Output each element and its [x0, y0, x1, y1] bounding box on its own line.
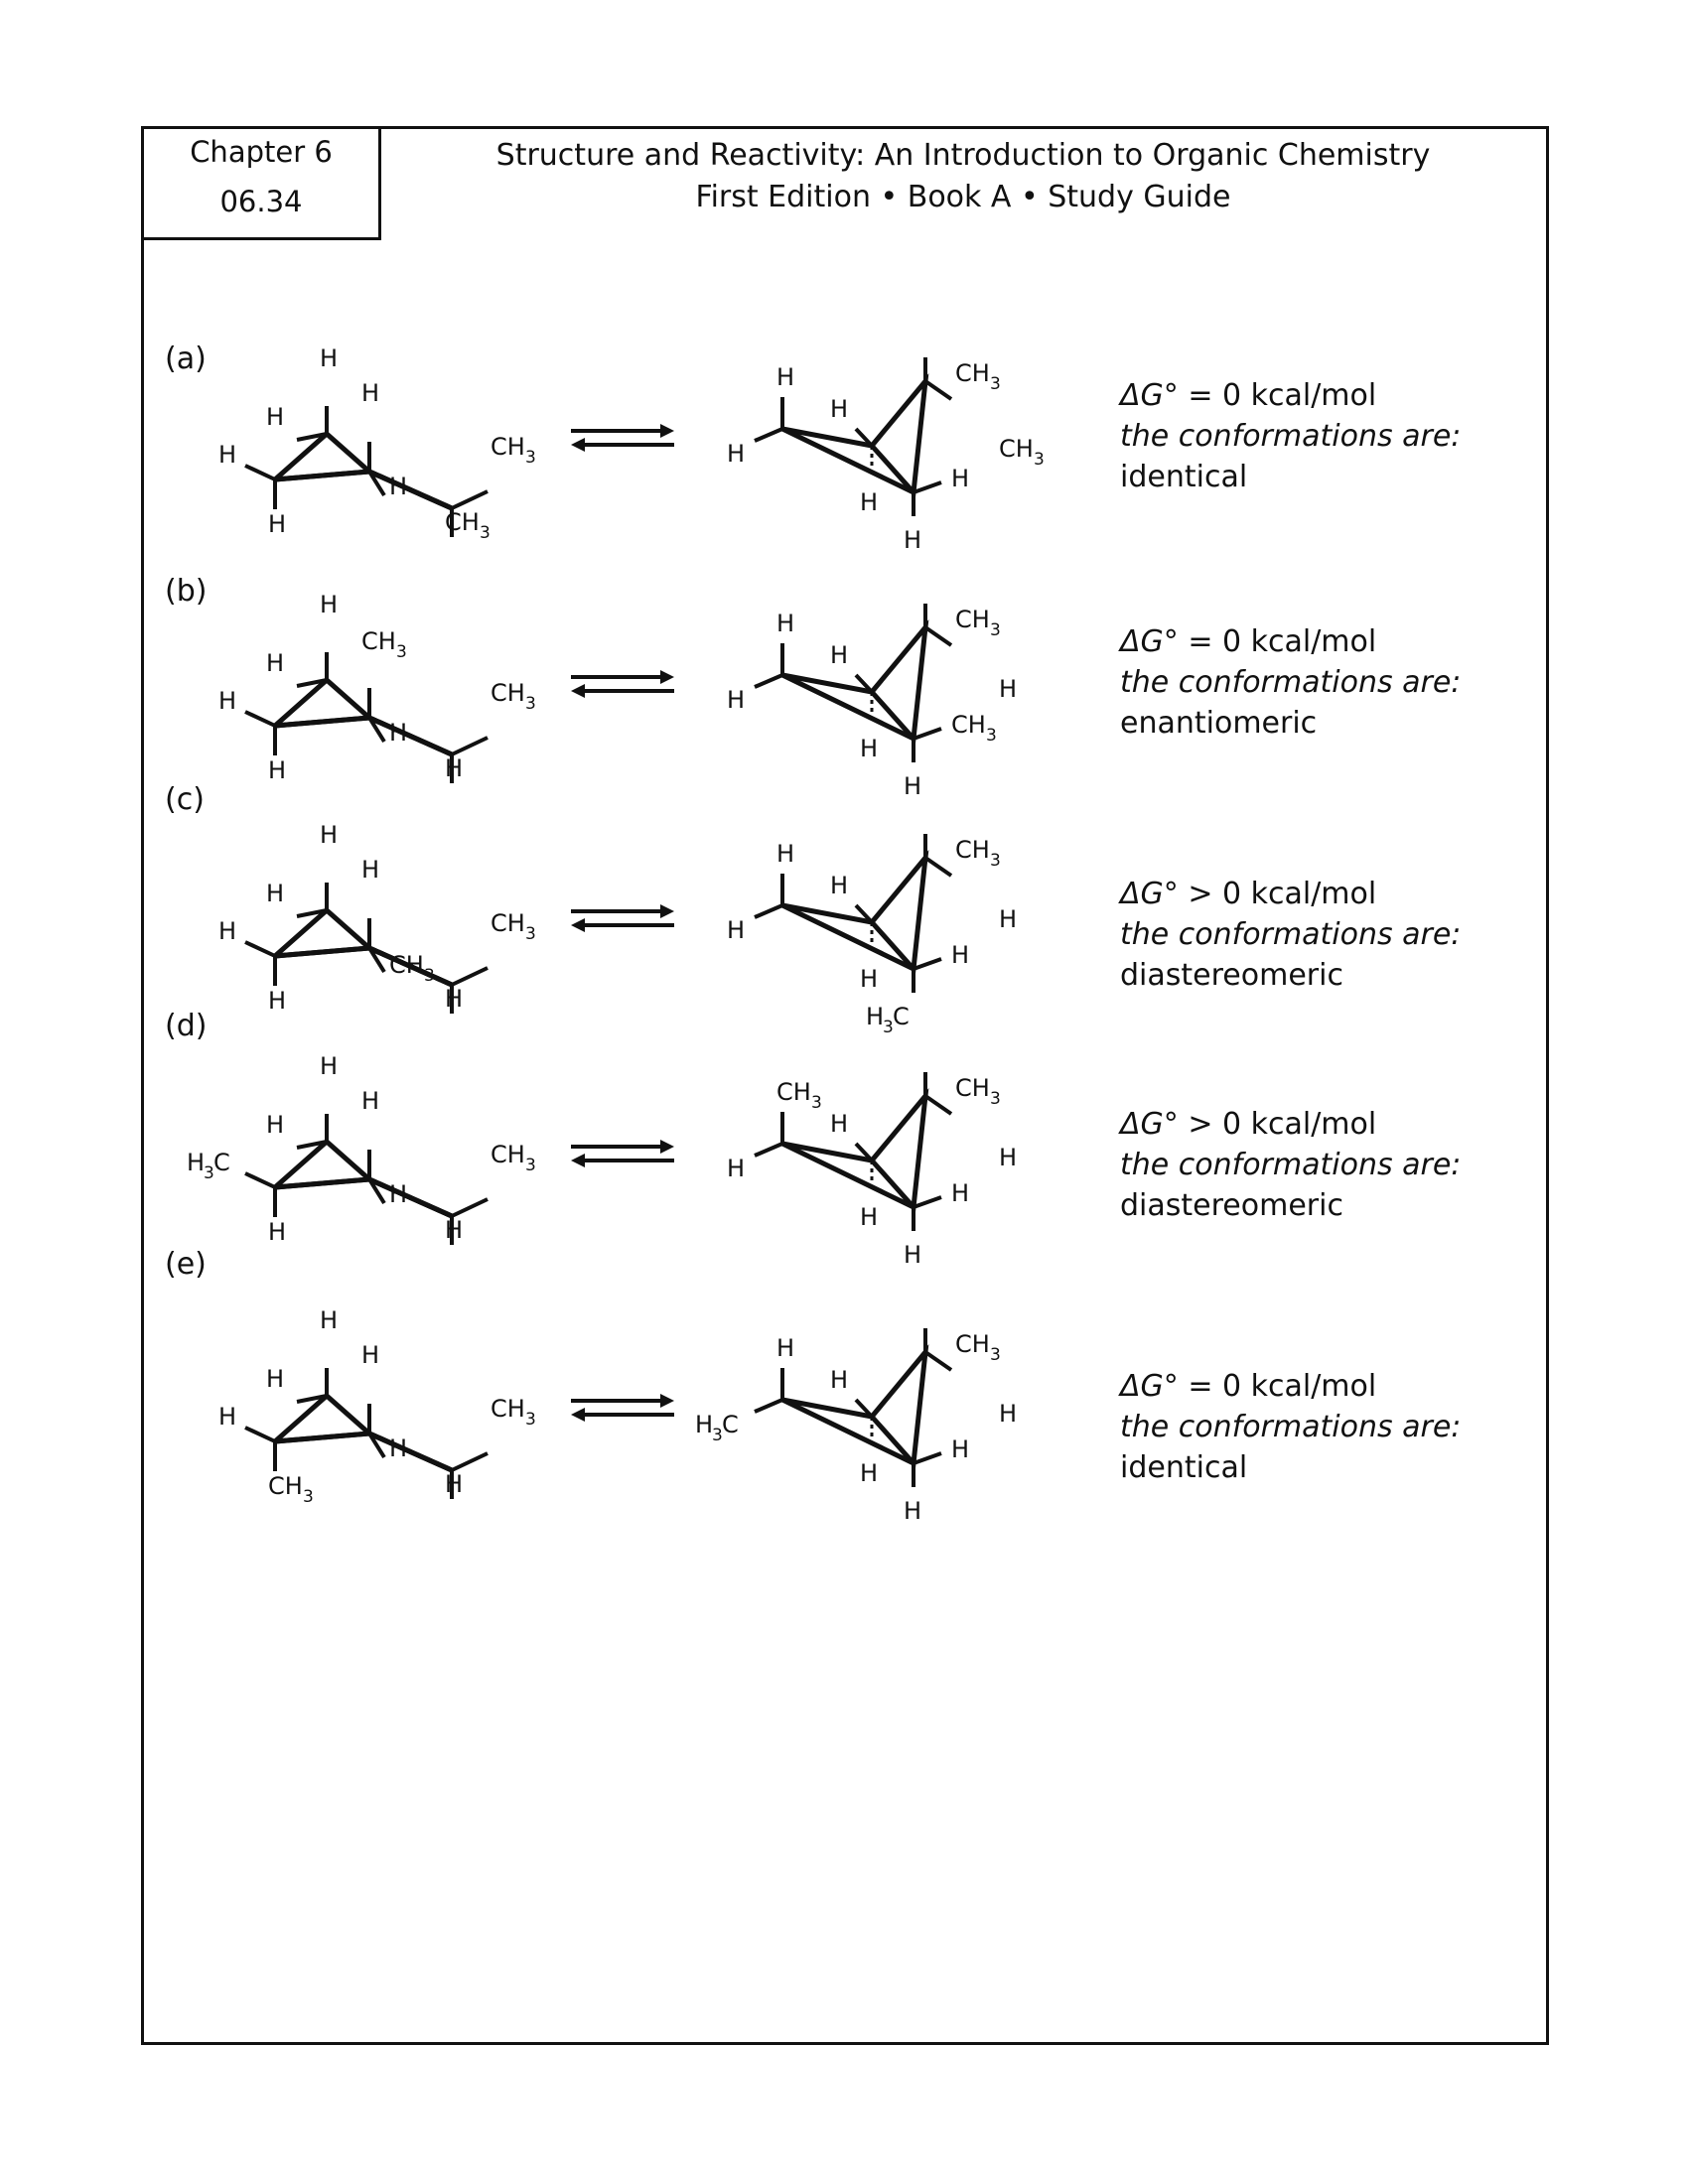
svg-text:C: C — [893, 1003, 910, 1030]
svg-text:H: H — [776, 363, 795, 391]
svg-text:3: 3 — [811, 1093, 822, 1113]
svg-text:3: 3 — [883, 1018, 894, 1037]
svg-text:H: H — [951, 1179, 970, 1207]
equilibrium-arrows-c — [571, 904, 674, 932]
svg-text:CH: CH — [955, 359, 990, 387]
svg-text:H: H — [320, 344, 339, 372]
svg-text:H: H — [866, 1003, 885, 1030]
svg-text:H: H — [218, 1403, 237, 1431]
svg-text:3: 3 — [525, 448, 536, 468]
part-label-d: (d) — [165, 1009, 208, 1043]
svg-text:H: H — [266, 649, 285, 677]
delta-g-d: ΔG° > 0 kcal/mol — [1120, 1107, 1377, 1142]
svg-text:H: H — [389, 719, 408, 747]
svg-text:3: 3 — [1034, 450, 1045, 470]
svg-text:H: H — [320, 1052, 339, 1080]
svg-text:CH: CH — [491, 909, 525, 937]
svg-text:H: H — [445, 754, 464, 782]
svg-text:H: H — [776, 1334, 795, 1362]
svg-text:CH: CH — [491, 1141, 525, 1168]
svg-text:H: H — [445, 985, 464, 1013]
svg-text:H: H — [268, 987, 287, 1015]
svg-text:3: 3 — [990, 1089, 1001, 1109]
equilibrium-arrows-a — [571, 424, 674, 452]
svg-text:H: H — [830, 1366, 849, 1394]
svg-text:H: H — [999, 675, 1018, 703]
svg-text:3: 3 — [303, 1487, 314, 1507]
svg-text:H: H — [320, 591, 339, 618]
svg-text:CH: CH — [951, 711, 986, 739]
svg-text:3: 3 — [525, 694, 536, 714]
svg-text:3: 3 — [525, 924, 536, 944]
svg-text:3: 3 — [396, 642, 407, 662]
svg-text:CH: CH — [491, 433, 525, 461]
delta-g-b: ΔG° = 0 kcal/mol — [1120, 624, 1377, 659]
svg-text:H: H — [268, 510, 287, 538]
equilibrium-arrows-b — [571, 670, 674, 698]
answer-d: diastereomeric — [1120, 1188, 1343, 1223]
svg-text:H: H — [904, 772, 922, 800]
svg-text:H: H — [951, 1435, 970, 1463]
caption-d: the conformations are: — [1120, 1148, 1462, 1182]
svg-text:H: H — [776, 610, 795, 637]
svg-text:H: H — [389, 473, 408, 500]
svg-text:3: 3 — [712, 1426, 723, 1445]
svg-text:CH: CH — [361, 627, 396, 655]
svg-text:CH: CH — [389, 951, 424, 979]
svg-text:3: 3 — [990, 1345, 1001, 1365]
svg-text:H: H — [268, 1218, 287, 1246]
svg-text:3: 3 — [424, 966, 435, 986]
svg-text:CH: CH — [445, 508, 480, 536]
svg-text:CH: CH — [776, 1078, 811, 1106]
result-b — [1120, 621, 1461, 744]
svg-text:3: 3 — [525, 1156, 536, 1175]
svg-text:C: C — [722, 1411, 739, 1438]
part-label-c: (c) — [165, 782, 205, 817]
svg-text:CH: CH — [955, 1074, 990, 1102]
svg-text:H: H — [830, 1110, 849, 1138]
svg-text:H: H — [361, 856, 380, 884]
svg-text:CH: CH — [955, 1330, 990, 1358]
caption-b: the conformations are: — [1120, 665, 1462, 700]
svg-text:H: H — [445, 1216, 464, 1244]
svg-text:H: H — [266, 1111, 285, 1139]
svg-text:H: H — [776, 840, 795, 868]
svg-text:H: H — [727, 440, 746, 468]
svg-text:H: H — [860, 1203, 879, 1231]
svg-text:3: 3 — [204, 1163, 214, 1183]
delta-g-c: ΔG° > 0 kcal/mol — [1120, 877, 1377, 911]
equilibrium-arrows-d — [571, 1140, 674, 1167]
svg-text:H: H — [727, 1155, 746, 1182]
svg-text:H: H — [320, 1306, 339, 1334]
svg-text:H: H — [695, 1411, 714, 1438]
atom-labels-c — [218, 821, 1017, 1037]
svg-text:H: H — [389, 1180, 408, 1208]
result-e — [1120, 1366, 1461, 1488]
svg-text:H: H — [860, 488, 879, 516]
svg-text:3: 3 — [525, 1410, 536, 1430]
delta-g-e: ΔG° = 0 kcal/mol — [1120, 1369, 1377, 1404]
svg-text:C: C — [213, 1149, 230, 1176]
svg-text:H: H — [361, 1341, 380, 1369]
problem-number: 06.34 — [219, 185, 303, 218]
svg-text:H: H — [860, 735, 879, 762]
svg-text:3: 3 — [990, 620, 1001, 640]
svg-text:H: H — [951, 465, 970, 492]
delta-g-a: ΔG° = 0 kcal/mol — [1120, 378, 1377, 413]
caption-c: the conformations are: — [1120, 917, 1462, 952]
svg-text:CH: CH — [955, 836, 990, 864]
svg-text:CH: CH — [955, 606, 990, 633]
svg-text:H: H — [830, 641, 849, 669]
svg-text:H: H — [266, 1365, 285, 1393]
svg-text:H: H — [999, 1400, 1018, 1428]
svg-text:H: H — [445, 1470, 464, 1498]
svg-text:H: H — [268, 756, 287, 784]
svg-text:H: H — [266, 880, 285, 907]
svg-text:CH: CH — [491, 679, 525, 707]
answer-a: identical — [1120, 460, 1248, 494]
svg-text:H: H — [830, 872, 849, 899]
book-title-line1: Structure and Reactivity: An Introduction to Organic Chemistry — [495, 138, 1431, 173]
svg-text:H: H — [389, 1434, 408, 1462]
svg-text:H: H — [830, 395, 849, 423]
atom-labels-b — [218, 591, 1017, 800]
svg-text:CH: CH — [999, 435, 1034, 463]
caption-a: the conformations are: — [1120, 419, 1462, 454]
svg-text:H: H — [361, 1087, 380, 1115]
svg-text:H: H — [727, 686, 746, 714]
svg-text:3: 3 — [990, 851, 1001, 871]
answer-b: enantiomeric — [1120, 706, 1318, 741]
svg-text:3: 3 — [990, 374, 1001, 394]
svg-text:H: H — [951, 941, 970, 969]
svg-text:H: H — [999, 1144, 1018, 1171]
svg-text:3: 3 — [986, 726, 997, 746]
part-label-e: (e) — [165, 1247, 207, 1282]
svg-text:H: H — [860, 965, 879, 993]
svg-text:H: H — [187, 1149, 206, 1176]
chapter-label: Chapter 6 — [190, 135, 333, 169]
equilibrium-arrows-e — [571, 1394, 674, 1422]
part-label-b: (b) — [165, 574, 208, 609]
answer-c: diastereomeric — [1120, 958, 1343, 993]
svg-text:H: H — [320, 821, 339, 849]
answer-e: identical — [1120, 1450, 1248, 1485]
svg-text:3: 3 — [480, 523, 491, 543]
part-label-a: (a) — [165, 341, 207, 376]
svg-text:CH: CH — [491, 1395, 525, 1423]
book-title-line2: First Edition • Book A • Study Guide — [695, 180, 1231, 214]
caption-e: the conformations are: — [1120, 1410, 1462, 1444]
svg-text:H: H — [218, 441, 237, 469]
svg-text:H: H — [904, 1497, 922, 1525]
result-d — [1120, 1104, 1461, 1226]
result-c — [1120, 874, 1461, 996]
svg-text:H: H — [218, 687, 237, 715]
svg-text:H: H — [904, 526, 922, 554]
result-a — [1120, 375, 1461, 497]
svg-text:H: H — [266, 403, 285, 431]
svg-text:H: H — [999, 905, 1018, 933]
svg-text:H: H — [218, 917, 237, 945]
svg-text:H: H — [727, 916, 746, 944]
svg-text:CH: CH — [268, 1472, 303, 1500]
svg-text:H: H — [904, 1241, 922, 1269]
svg-text:H: H — [860, 1459, 879, 1487]
svg-text:H: H — [361, 379, 380, 407]
